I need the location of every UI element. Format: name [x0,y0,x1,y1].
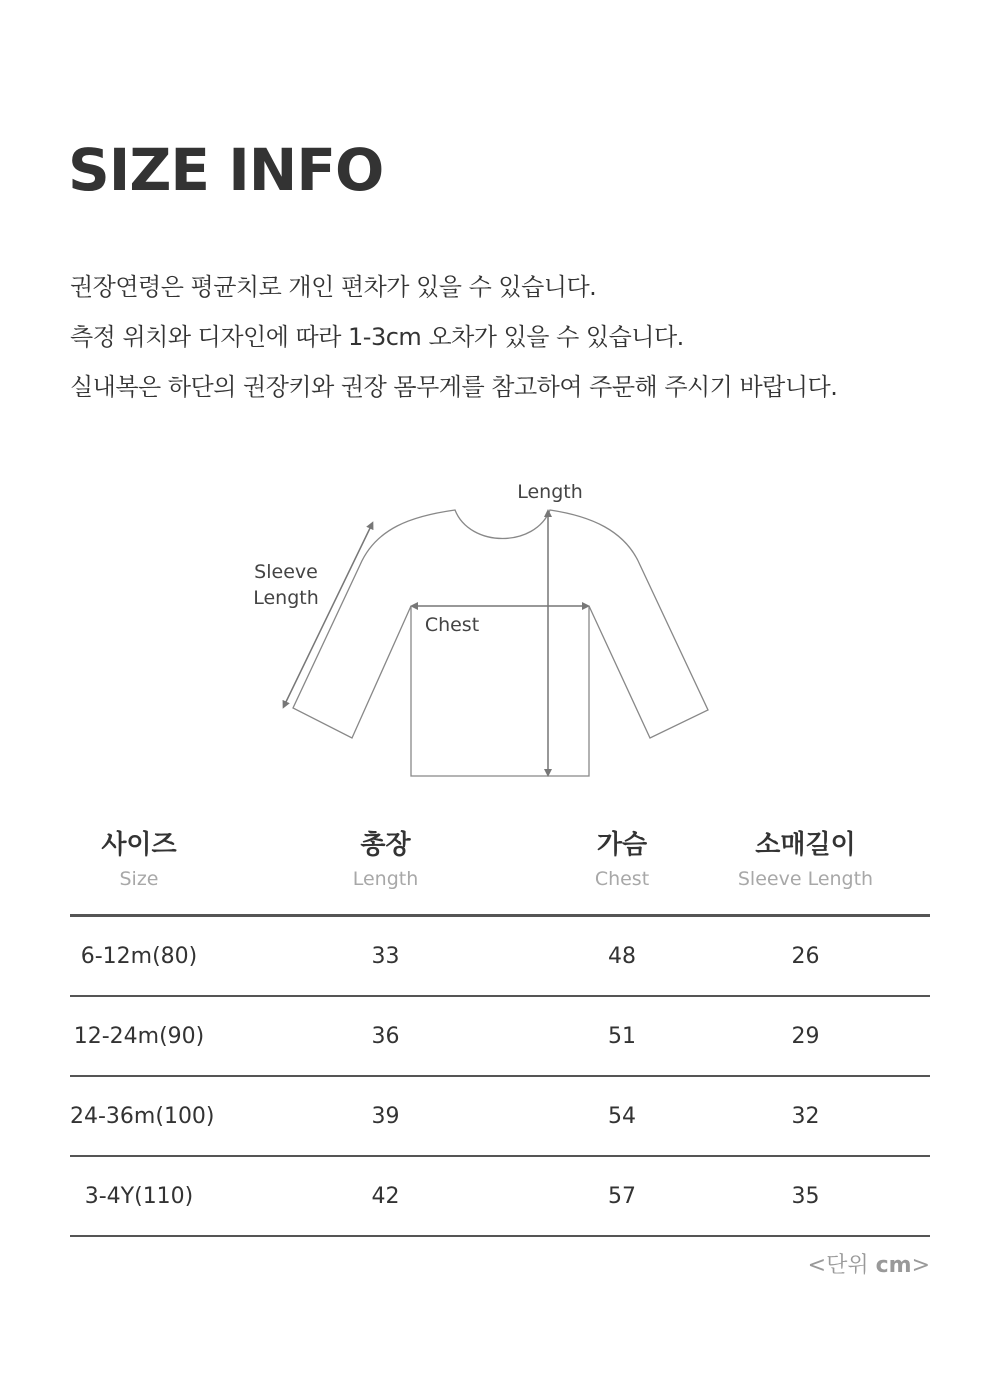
header-chest [563,818,681,914]
sleeve-label-line2: Length [253,587,319,609]
header-size [70,818,208,914]
cell-length: 39 [371,1103,400,1129]
sleeve-length-arrow [284,524,372,706]
table-row [70,1077,930,1157]
cell-sleeve: 26 [791,943,820,969]
unit-prefix: <단위 [807,1253,876,1278]
garment-outline [293,510,708,776]
sleeve-label-line1: Sleeve [254,561,318,583]
notice-line-age: 권장연령은 평균치로 개인 편차가 있을 수 있습니다. [70,273,597,301]
unit-cm: cm [875,1253,912,1278]
table-row [70,917,930,997]
table-row [70,1157,930,1237]
table-header-row [70,818,930,917]
header-sleeve-en: Sleeve Length [737,868,874,890]
cell-chest: 54 [608,1103,636,1129]
cell-length: 33 [371,943,400,969]
header-sleeve-ko: 소매길이 [755,830,856,860]
header-size-ko: 사이즈 [101,830,177,860]
cell-size: 24-36m(100) [70,1103,215,1129]
cell-size: 12-24m(90) [73,1023,205,1049]
cell-chest: 48 [608,943,636,969]
chest-label: Chest [424,614,480,636]
garment-measurement-diagram [0,470,1000,790]
cell-length: 42 [371,1183,400,1209]
header-chest-ko: 가슴 [596,830,648,860]
header-length-en: Length [352,868,419,890]
cell-sleeve: 32 [791,1103,820,1129]
garment-diagram-svg [0,470,1000,790]
cell-chest: 51 [608,1023,636,1049]
table-row [70,997,930,1077]
header-sleeve-length [681,818,930,914]
header-length-ko: 총장 [360,830,411,860]
cell-chest: 57 [608,1183,636,1209]
notice-line-tolerance: 측정 위치와 디자인에 따라 1-3cm 오차가 있을 수 있습니다. [70,323,684,351]
cell-length: 36 [371,1023,400,1049]
unit-note [808,1248,930,1279]
notice-line-ordering: 실내복은 하단의 권장키와 권장 몸무게를 참고하여 주문해 주시기 바랍니다. [70,373,838,401]
page-title: SIZE INFO [68,136,384,204]
cell-size: 3-4Y(110) [84,1183,194,1209]
cell-sleeve: 35 [791,1183,820,1209]
cell-size: 6-12m(80) [80,943,198,969]
length-label: Length [517,481,583,503]
notice-list [70,262,950,412]
cell-sleeve: 29 [791,1023,820,1049]
size-table [70,818,930,1237]
header-size-en: Size [119,868,159,890]
header-chest-en: Chest [594,868,650,890]
unit-suffix: > [911,1253,930,1278]
header-length [208,818,563,914]
